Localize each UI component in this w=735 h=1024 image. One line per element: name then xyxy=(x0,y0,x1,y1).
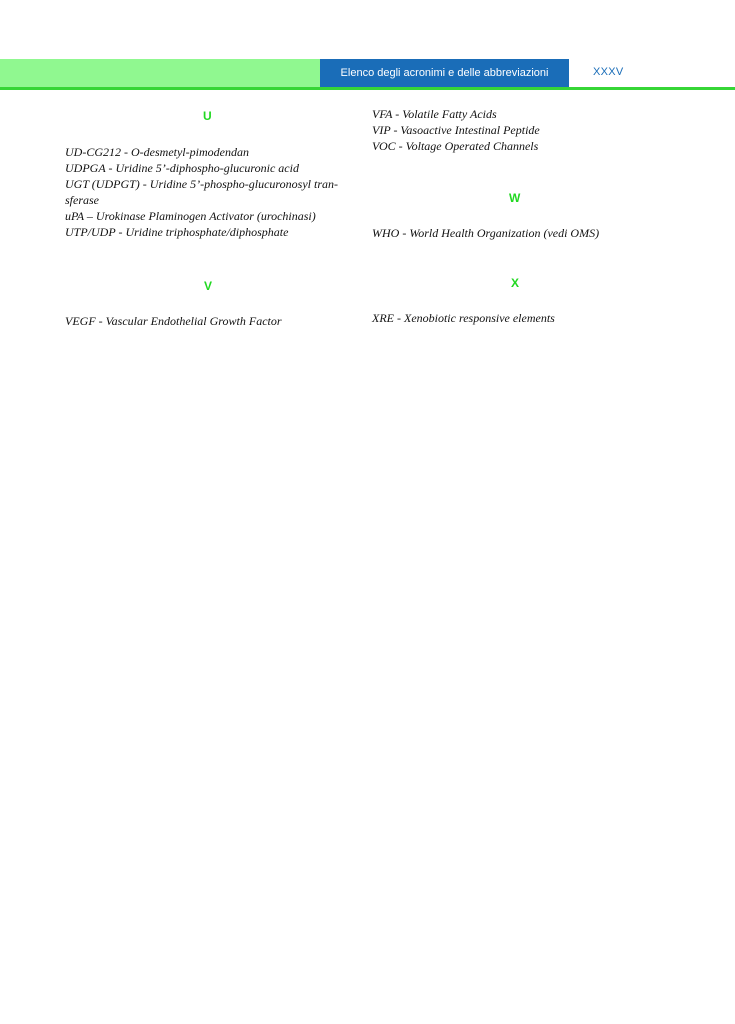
list-item: VFA - Volatile Fatty Acids xyxy=(372,107,497,121)
header-rule xyxy=(0,87,735,90)
list-item: UGT (UDPGT) - Uridine 5’-phospho-glucuronosyl tran- xyxy=(65,177,338,191)
section-u-entries xyxy=(65,144,360,240)
list-item: XRE - Xenobiotic responsive elements xyxy=(372,311,555,325)
section-letter-v: V xyxy=(204,279,213,293)
list-item: VIP - Vasoactive Intestinal Peptide xyxy=(372,123,540,137)
section-letter-x: X xyxy=(511,276,520,290)
list-item: uPA – Urokinase Plaminogen Activator (urochinasi) xyxy=(65,209,316,223)
list-item: UD-CG212 - O-desmetyl-pimodendan xyxy=(65,145,249,159)
list-item: UDPGA - Uridine 5’-diphospho-glucuronic acid xyxy=(65,161,299,175)
list-item: VOC - Voltage Operated Channels xyxy=(372,139,539,153)
section-v-entries-right xyxy=(372,106,672,154)
section-x-entries xyxy=(372,310,672,326)
section-w-entries xyxy=(372,225,672,241)
section-letter-w: W xyxy=(509,191,521,205)
list-item: UTP/UDP - Uridine triphosphate/diphosphate xyxy=(65,225,289,239)
section-letter-u: U xyxy=(203,109,212,123)
page-number: XXXV xyxy=(593,66,624,78)
header-green-band xyxy=(0,59,320,87)
section-v-entries-left xyxy=(65,313,360,329)
header-title: Elenco degli acronimi e delle abbreviazioni xyxy=(320,59,569,87)
list-item: VEGF - Vascular Endothelial Growth Factor xyxy=(65,314,282,328)
list-item: WHO - World Health Organization (vedi OMS) xyxy=(372,226,600,240)
list-item: sferase xyxy=(65,193,99,207)
